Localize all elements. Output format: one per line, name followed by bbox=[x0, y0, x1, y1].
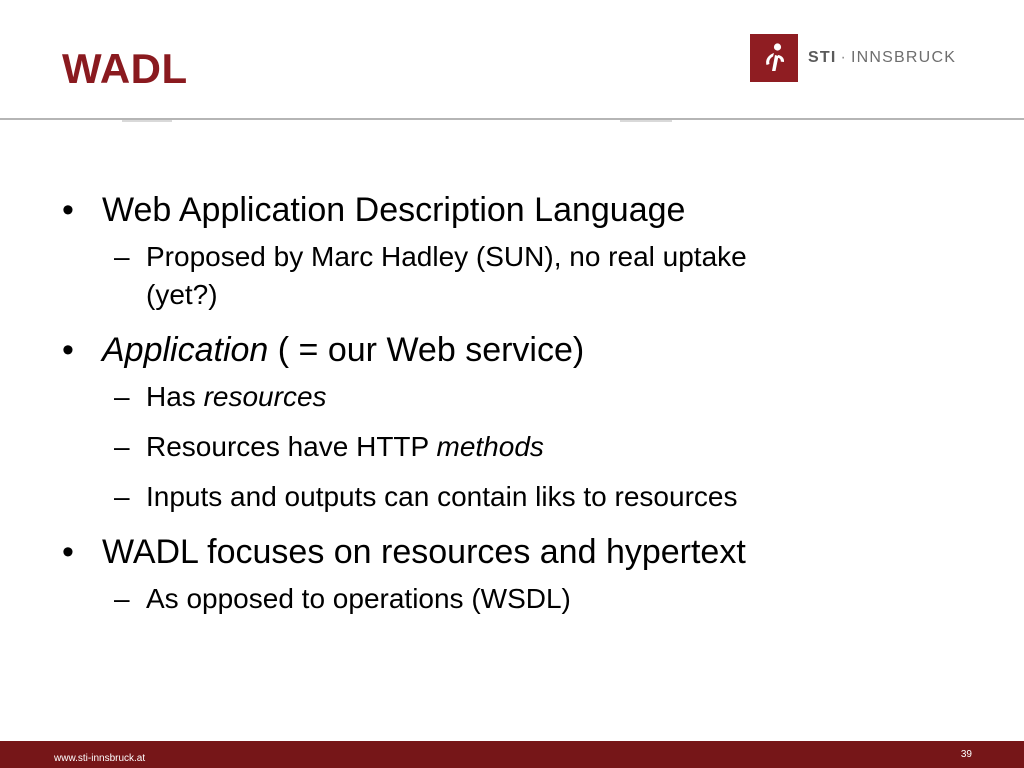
dash-glyph: – bbox=[114, 481, 130, 512]
page-number: 39 bbox=[960, 749, 972, 760]
footer-bar bbox=[0, 741, 1024, 768]
slide-title: WADL bbox=[62, 45, 188, 92]
bullet-item bbox=[62, 330, 962, 370]
bullet-glyph: • bbox=[62, 191, 74, 229]
bullet-text: Web Application Description Language bbox=[102, 191, 686, 229]
sub-bullet-text: Resources have HTTP bbox=[146, 431, 437, 462]
logo-wordmark bbox=[808, 48, 956, 68]
bullet-glyph: • bbox=[62, 533, 74, 571]
footer-url: www.sti-innsbruck.at bbox=[54, 753, 146, 764]
dash-glyph: – bbox=[114, 381, 130, 412]
sub-bullet-item bbox=[62, 238, 962, 314]
bullet-item bbox=[62, 190, 962, 230]
bullet-text: ( = our Web service) bbox=[268, 331, 585, 369]
bullet-italic-term: Application bbox=[102, 331, 269, 369]
sub-bullet-line: (yet?) bbox=[146, 279, 218, 310]
header-divider-shade bbox=[122, 120, 172, 122]
bullet-glyph: • bbox=[62, 331, 74, 369]
dash-glyph: – bbox=[114, 583, 130, 614]
sub-bullet-text: As opposed to operations (WSDL) bbox=[146, 583, 571, 614]
sub-bullet-line: Proposed by Marc Hadley (SUN), no real uptake bbox=[146, 241, 747, 272]
bullet-item bbox=[62, 532, 962, 572]
sub-bullet-item bbox=[62, 428, 962, 466]
sub-bullet-italic-term: resources bbox=[203, 381, 327, 412]
sub-bullet-item bbox=[62, 478, 962, 516]
header-divider-shade bbox=[620, 120, 672, 122]
sub-bullet-item bbox=[62, 378, 962, 416]
bullet-text: WADL focuses on resources and hypertext bbox=[102, 533, 746, 571]
logo-brand: STI bbox=[808, 49, 837, 66]
sti-logo-mark-icon bbox=[750, 34, 798, 82]
sub-bullet-text: Has bbox=[146, 381, 204, 412]
dash-glyph: – bbox=[114, 431, 130, 462]
sub-bullet-italic-term: methods bbox=[436, 431, 544, 462]
sti-innsbruck-logo bbox=[750, 34, 980, 84]
sub-bullet-text: Inputs and outputs can contain liks to resources bbox=[146, 481, 738, 512]
sub-bullet-item bbox=[62, 580, 962, 618]
logo-separator: · bbox=[840, 49, 848, 66]
dash-glyph: – bbox=[114, 241, 130, 272]
logo-location: INNSBRUCK bbox=[851, 49, 957, 66]
slide-body bbox=[62, 190, 962, 630]
